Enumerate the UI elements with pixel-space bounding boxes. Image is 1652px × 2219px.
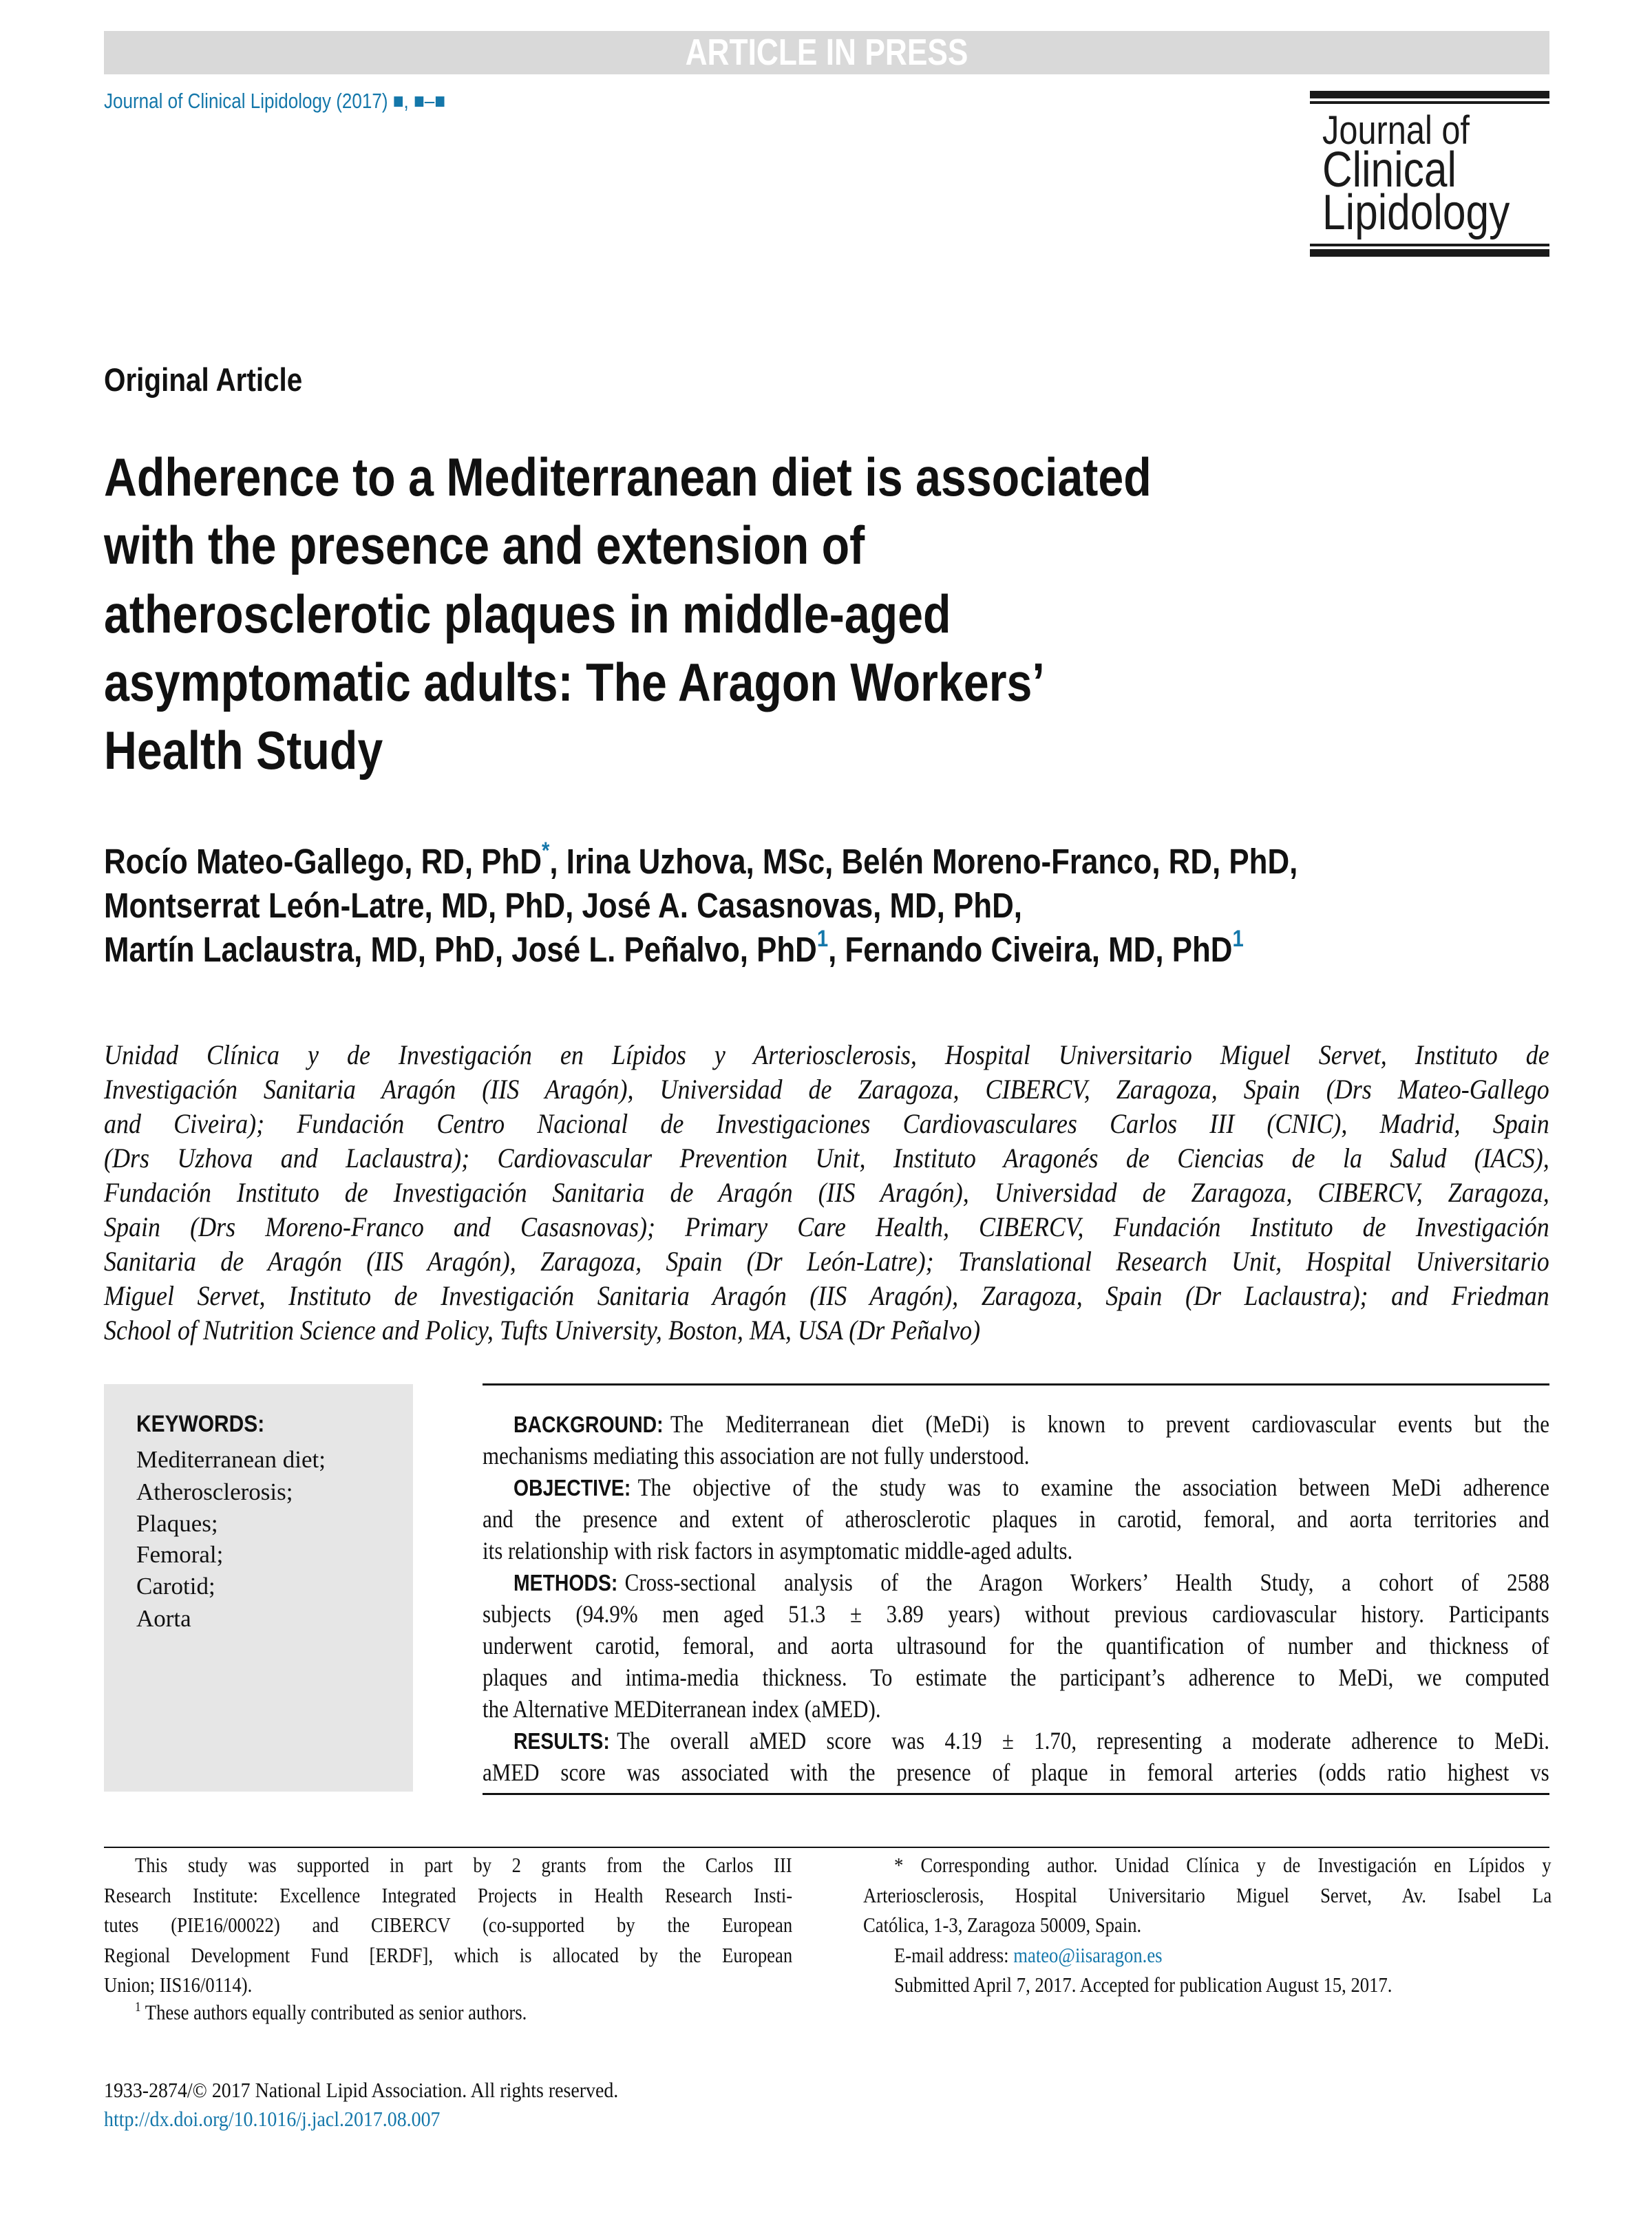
results-label: RESULTS:: [513, 1728, 610, 1754]
keyword-item: Femoral;: [136, 1541, 224, 1568]
footnote-line: This study was supported in part by 2 grants from the Carlos III: [135, 1853, 792, 1877]
logo-rule-bottom-thick: [1310, 249, 1549, 257]
email-label: E-mail address:: [894, 1943, 1014, 1967]
abstract-line: [513, 1728, 1549, 1754]
affiliation-line: Unidad Clínica y de Investigación en Lípidos y Arteriosclerosis, Hospital Universitario Miguel Servet, Instituto de: [104, 1039, 1549, 1070]
affiliation-line: and Civeira); Fundación Centro Nacional de Investigaciones Cardiovasculares Carlos III (CNIC), Madrid, Spain: [104, 1108, 1549, 1139]
email-link[interactable]: mateo@iisaragon.es: [1013, 1943, 1163, 1967]
footnote-text: These authors equally contributed as senior authors.: [145, 2000, 527, 2024]
abstract-text: The overall aMED score was 4.19 ± 1.70, representing a moderate adherence to MeDi.: [617, 1727, 1549, 1754]
abstract-line: [513, 1569, 1549, 1596]
abstract-line: mechanisms mediating this association are not fully understood.: [483, 1442, 1030, 1469]
journal-logo: [1310, 89, 1549, 258]
corresponding-author-mark[interactable]: *: [542, 838, 550, 864]
abstract-line: the Alternative MEDiterranean index (aMED).: [483, 1695, 881, 1723]
author-names: Martín Laclaustra, MD, PhD, José L. Peñalvo, PhD: [104, 930, 817, 969]
author-names: , Irina Uzhova, MSc, Belén Moreno-Franco, RD, PhD,: [549, 842, 1298, 881]
author-names: , Fernando Civeira, MD, PhD: [828, 930, 1233, 969]
abstract-text: The Mediterranean diet (MeDi) is known to prevent cardiovascular events but the: [670, 1410, 1549, 1438]
abstract-line: underwent carotid, femoral, and aorta ultrasound for the quantification of number and thickness of: [483, 1632, 1549, 1659]
citation-pages: ■, ■–■: [392, 89, 445, 113]
abstract-text: The objective of the study was to examine the association between MeDi adherence: [637, 1474, 1549, 1501]
title-line: with the presence and extension of: [104, 515, 865, 575]
keyword-item: Carotid;: [136, 1573, 215, 1600]
abstract-line: its relationship with risk factors in asymptomatic middle-aged adults.: [483, 1537, 1073, 1564]
abstract-line: plaques and intima-media thickness. To estimate the participant’s adherence to MeDi, we computed: [483, 1664, 1549, 1691]
footnote-line: * Corresponding author. Unidad Clínica y de Investigación en Lípidos y: [894, 1853, 1552, 1877]
logo-rule-top-thin: [1310, 101, 1549, 104]
dates-line: Submitted April 7, 2017. Accepted for publication August 15, 2017.: [894, 1973, 1392, 1997]
abstract-line: [513, 1411, 1549, 1438]
abstract-line: subjects (94.9% men aged 51.3 ± 3.89 years) without previous cardiovascular history. Participants: [483, 1600, 1549, 1628]
citation-text: Journal of Clinical Lipidology (2017): [104, 89, 388, 113]
affiliation-line: Investigación Sanitaria Aragón (IIS Aragón), Universidad de Zaragoza, CIBERCV, Zaragoza, Spain (Drs Mateo-Gallego: [104, 1074, 1549, 1105]
footnote-line: Regional Development Fund [ERDF], which is allocated by the European: [104, 1943, 793, 1967]
article-in-press-banner: [104, 31, 1549, 74]
abstract-line: aMED score was associated with the presence of plaque in femoral arteries (odds ratio highest vs: [483, 1759, 1549, 1786]
keyword-item: Mediterranean diet;: [136, 1446, 326, 1473]
background-label: BACKGROUND:: [513, 1412, 664, 1437]
affiliation-line: Sanitaria de Aragón (IIS Aragón), Zaragoza, Spain (Dr León-Latre); Translational Research Unit, Hospital Universitario: [104, 1246, 1549, 1277]
logo-text-lipidology: Lipidology: [1322, 185, 1510, 240]
logo-rule-top-thick: [1310, 91, 1549, 98]
affiliation-line: (Drs Uzhova and Laclaustra); Cardiovascular Prevention Unit, Instituto Aragonés de Ciencias de la Salud (IACS),: [104, 1143, 1549, 1174]
senior-author-mark[interactable]: 1: [1232, 926, 1244, 952]
footnote-line: tutes (PIE16/00022) and CIBERCV (co-supported by the European: [104, 1913, 793, 1937]
keywords-box: [104, 1384, 413, 1792]
title-line: asymptomatic adults: The Aragon Workers’: [104, 652, 1045, 712]
senior-author-mark[interactable]: 1: [816, 926, 829, 952]
keyword-item: Plaques;: [136, 1510, 218, 1537]
abstract-line: and the presence and extent of atherosclerotic plaques in carotid, femoral, and aorta territories and: [483, 1505, 1549, 1533]
doi-link[interactable]: http://dx.doi.org/10.1016/j.jacl.2017.08.007: [104, 2107, 441, 2131]
footnote-line: Research Institute: Excellence Integrated Projects in Health Research Insti-: [104, 1883, 793, 1907]
banner-text: ARTICLE IN PRESS: [685, 32, 968, 73]
title-line: Health Study: [104, 720, 383, 781]
keywords-heading: KEYWORDS:: [136, 1411, 265, 1437]
journal-citation[interactable]: [104, 90, 445, 112]
footnote-mark: 1: [135, 1999, 141, 2015]
abstract-text: Cross-sectional analysis of the Aragon Workers’ Health Study, a cohort of 2588: [624, 1569, 1550, 1596]
logo-text-clinical: Clinical: [1322, 142, 1457, 198]
affiliation-line: School of Nutrition Science and Policy, Tufts University, Boston, MA, USA (Dr Peñalvo): [104, 1315, 981, 1346]
author-line: Montserrat León-Latre, MD, PhD, José A. Casasnovas, MD, PhD,: [104, 886, 1022, 925]
abstract-line: [513, 1474, 1549, 1501]
author-line: [104, 838, 1298, 881]
title-line: Adherence to a Mediterranean diet is associated: [104, 447, 1152, 507]
senior-authors-footnote: [135, 1999, 527, 2024]
email-line: [894, 1944, 1163, 1966]
methods-label: METHODS:: [513, 1570, 618, 1595]
author-line: [104, 926, 1244, 969]
copyright-line: 1933-2874/© 2017 National Lipid Association. All rights reserved.: [104, 2078, 619, 2102]
logo-rule-bottom-thin: [1310, 244, 1549, 246]
author-names: Rocío Mateo-Gallego, RD, PhD: [104, 842, 542, 881]
title-line: atherosclerotic plaques in middle-aged: [104, 584, 951, 644]
footnote-line: Arteriosclerosis, Hospital Universitario Miguel Servet, Av. Isabel La: [863, 1883, 1552, 1907]
abstract-bottom-rule: [483, 1793, 1549, 1795]
footnote-line: Union; IIS16/0114).: [104, 1973, 253, 1997]
abstract-top-rule: [483, 1383, 1549, 1385]
objective-label: OBJECTIVE:: [513, 1475, 631, 1500]
keyword-item: Atherosclerosis;: [136, 1478, 293, 1505]
affiliation-line: Spain (Drs Moreno-Franco and Casasnovas); Primary Care Health, CIBERCV, Fundación Instituto de Investigación: [104, 1211, 1549, 1242]
affiliation-line: Fundación Instituto de Investigación Sanitaria de Aragón (IIS Aragón), Universidad de Zaragoza, CIBERCV, Zaragoza,: [104, 1177, 1549, 1208]
article-type: Original Article: [104, 361, 303, 398]
logo-text-journal-of: Journal of: [1322, 108, 1470, 153]
affiliation-line: Miguel Servet, Instituto de Investigación Sanitaria Aragón (IIS Aragón), Zaragoza, Spain (Dr Laclaustra); and Friedman: [104, 1280, 1549, 1311]
footnote-rule: [104, 1847, 1549, 1848]
footnote-line: Católica, 1-3, Zaragoza 50009, Spain.: [863, 1913, 1142, 1937]
keyword-item: Aorta: [136, 1605, 191, 1632]
